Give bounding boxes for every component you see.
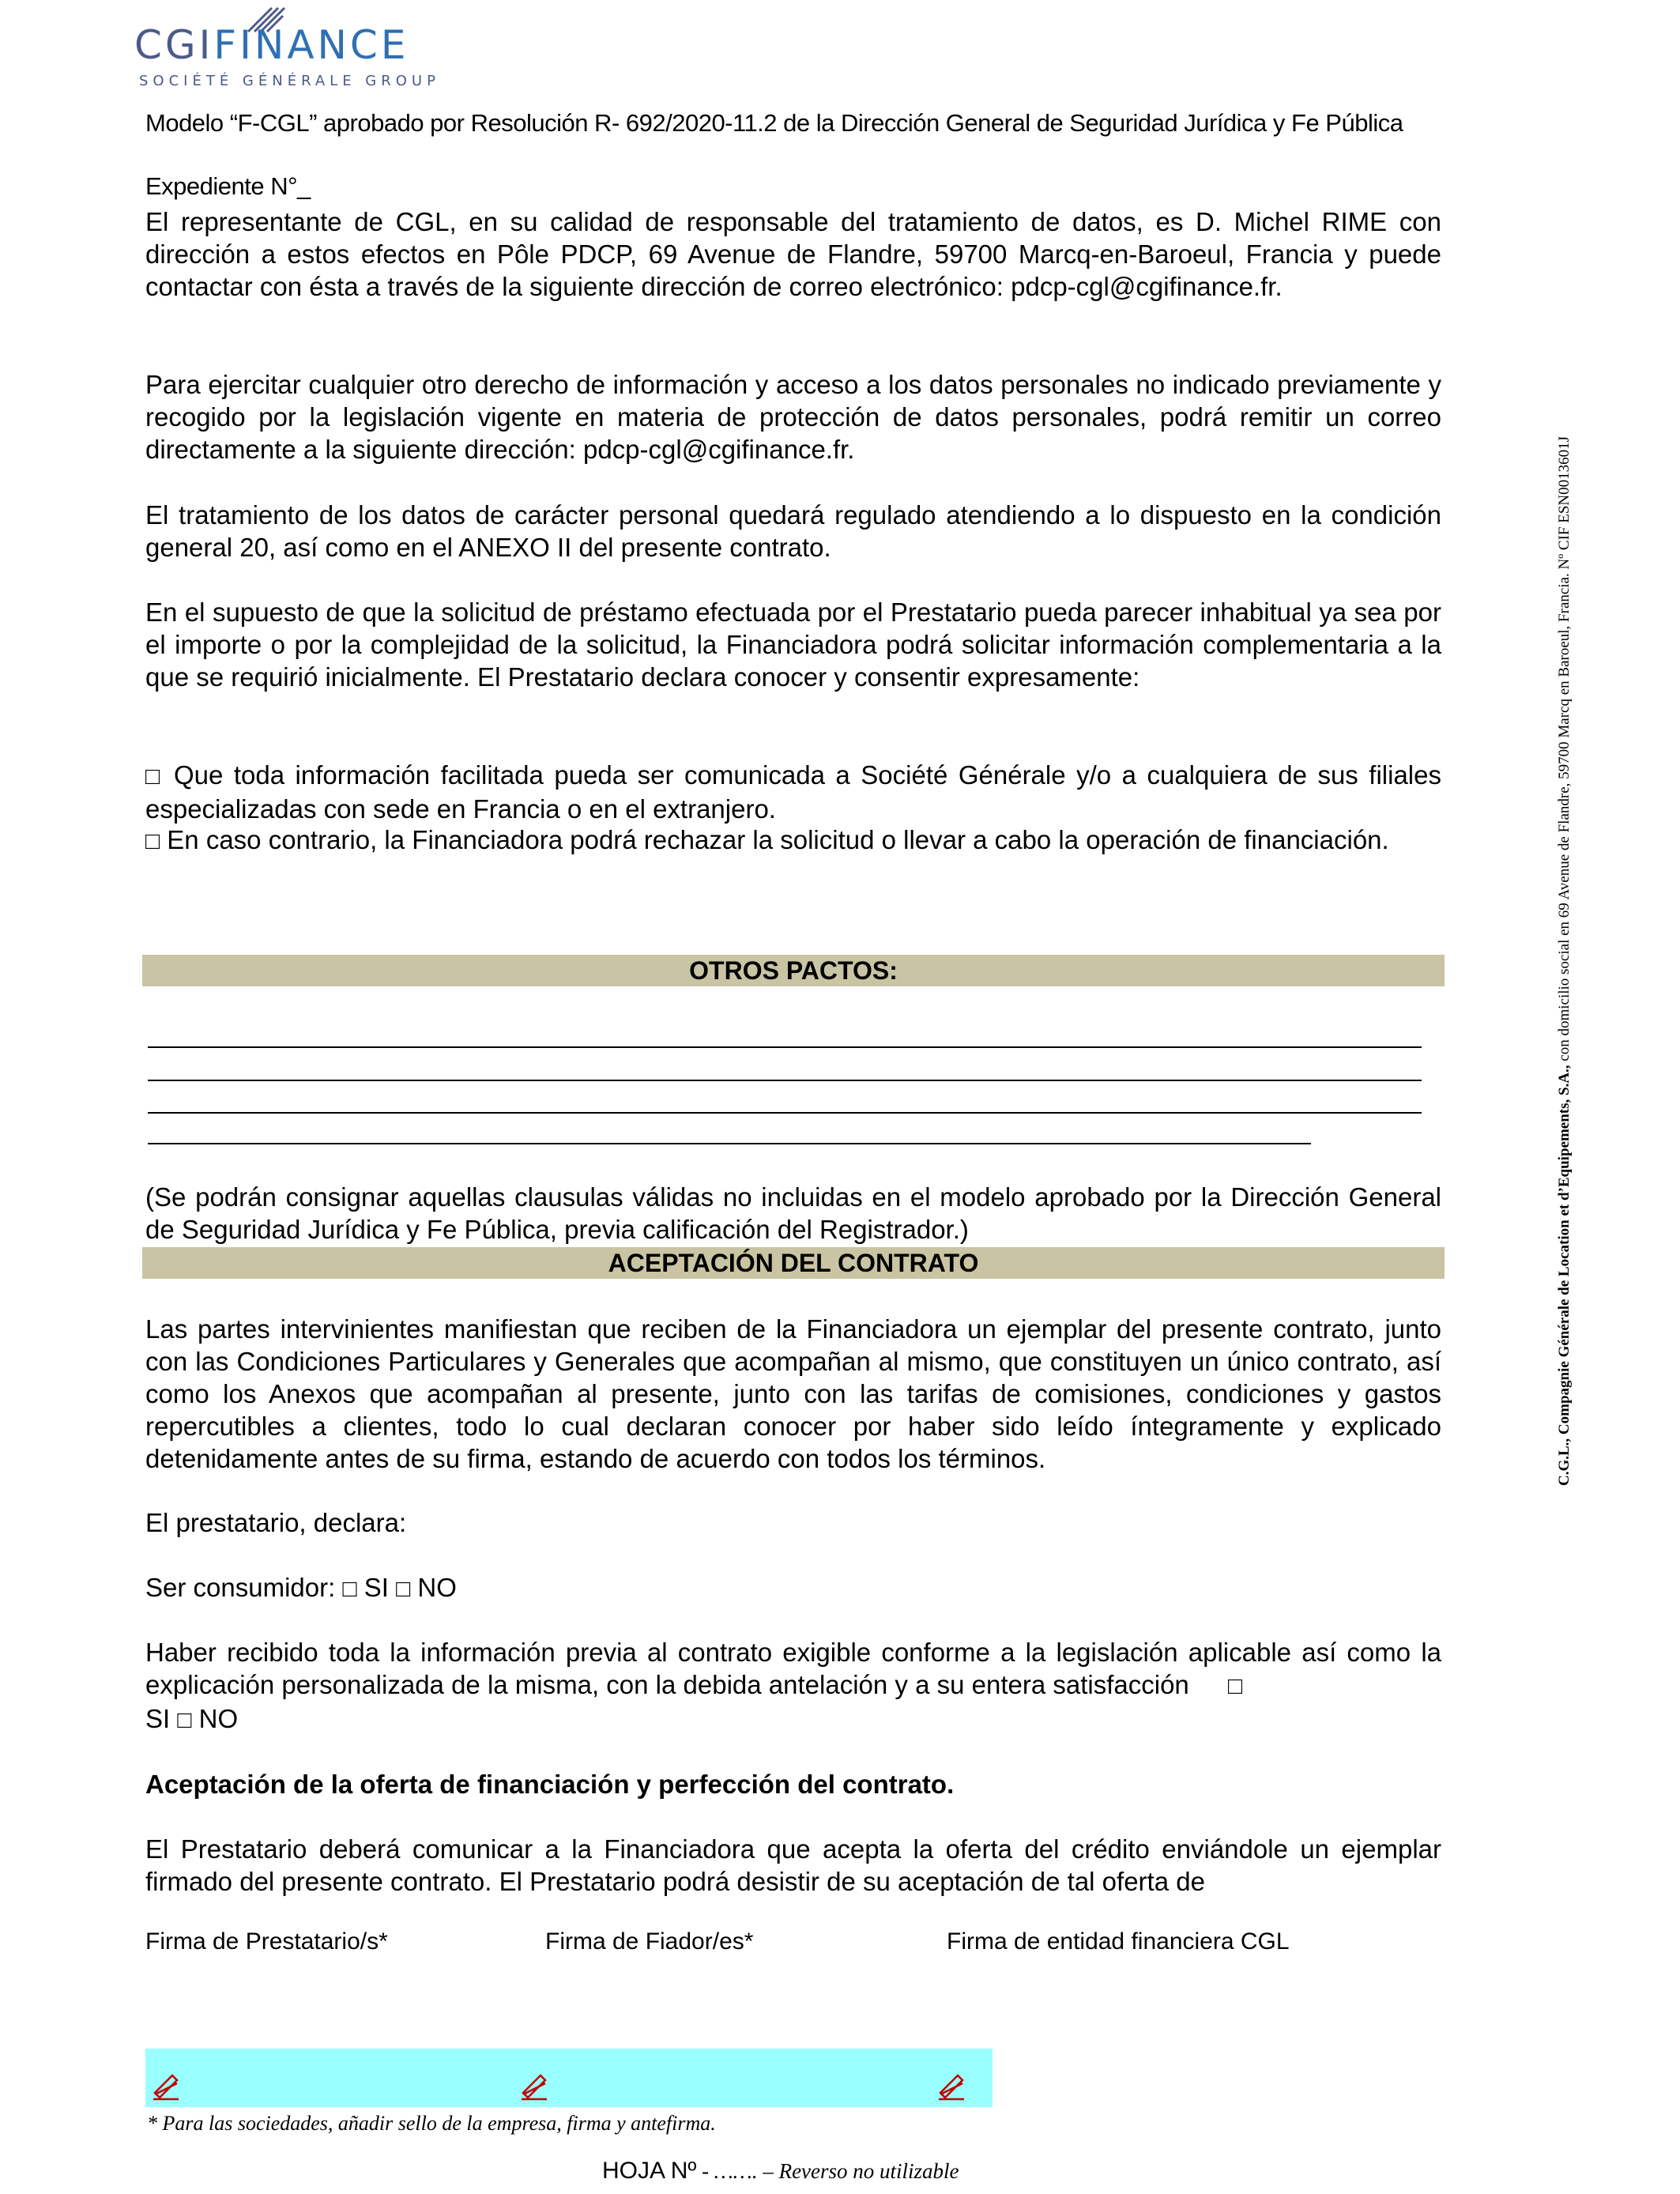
- info-previa-text: Haber recibido toda la información previa al contrato exigible conforme a la legislación aplicable así como la explicación personalizada de la misma, con la debida antelación y a su entera satisfacción: [145, 1638, 1441, 1699]
- consent-option-1: [145, 759, 1441, 825]
- modelo-heading: Modelo “F-CGL” aprobado por Resolución R- 692/2020-11.2 de la Dirección General de Seguridad Jurídica y Fe Pública: [145, 109, 1403, 137]
- hoja-label: HOJA Nº: [602, 2158, 697, 2184]
- consent-option-1-text: Que toda información facilitada pueda ser comunicada a Société Générale y/o a cualquiera de sus filiales especializadas con sede en Francia o en el extranjero.: [145, 760, 1441, 824]
- company-name: C.G.L., Compagnie Générale de Location et d’Equipements, S.A.,: [1556, 1065, 1573, 1486]
- checkbox-icon[interactable]: □: [145, 763, 164, 790]
- responsable-paragraph: El representante de CGL, en su calidad de responsable del tratamiento de datos, es D. Michel RIME con dirección a estos efectos en Pôle PDCP, 69 Avenue de Flandre, 59700 Marcq-en-Baroeul, Francia y puede contactar con ésta a través de la siguiente dirección de correo electrónico: pdcp-cgl@cgifinance.fr.: [145, 207, 1441, 301]
- signature-pen-icon[interactable]: [518, 2071, 550, 2102]
- aceptacion-paragraph: Las partes intervinientes manifiestan que reciben de la Financiadora un ejemplar del presente contrato, junto con las Condiciones Particulares y Generales que acompañan al mismo, que constituyen un único contrato, así como los Anexos que acompañan al presente, junto con las tarifas de comisiones, condiciones y gastos repercutibles a clientes, todo lo cual declaran conocer por haber sido leído íntegramente y explicado detenidamente antes de su firma, estando de acuerdo con todos los términos.: [145, 1314, 1441, 1473]
- checkbox-icon[interactable]: □: [342, 1576, 357, 1602]
- signature-pen-icon[interactable]: [150, 2071, 182, 2102]
- logo: [134, 22, 409, 68]
- fill-line[interactable]: [148, 1112, 1422, 1114]
- firma-fiador-label: Firma de Fiador/es*: [545, 1928, 754, 1955]
- firma-prestatario-label: Firma de Prestatario/s*: [145, 1928, 388, 1955]
- derechos-paragraph: Para ejercitar cualquier otro derecho de información y acceso a los datos personales no indicado previamente y recogido por la legislación vigente en materia de protección de datos personales, podrá remitir un correo directamente a la siguiente dirección: pdcp-cgl@cgifinance.fr.: [145, 370, 1441, 464]
- fill-line[interactable]: [148, 1046, 1422, 1048]
- consent-option-2: [145, 824, 1441, 858]
- aceptacion-subtitle: Aceptación de la oferta de financiación y perfección del contrato.: [145, 1770, 955, 1799]
- signature-area[interactable]: [145, 2049, 993, 2107]
- aceptacion-header: ACEPTACIÓN DEL CONTRATO: [142, 1247, 1445, 1279]
- si-label: SI: [363, 1573, 389, 1602]
- hoja-dots: - ……. –: [696, 2159, 779, 2183]
- consent-option-2-text: En caso contrario, la Financiadora podrá rechazar la solicitud o llevar a cabo la operación de financiación.: [167, 825, 1389, 854]
- solicitud-paragraph: En el supuesto de que la solicitud de préstamo efectuada por el Prestatario pueda parecer inhabitual ya sea por el importe o por la complejidad de la solicitud, la Financiadora podrá solicitar información complementaria a la que se requirió inicialmente. El Prestatario declara conocer y consentir expresamente:: [145, 598, 1441, 692]
- info-previa-paragraph: [145, 1636, 1441, 1736]
- expediente-number: Expediente N°_: [145, 172, 311, 200]
- no-label: NO: [417, 1573, 457, 1602]
- comunicacion-paragraph: El Prestatario deberá comunicar a la Financiadora que acepta la oferta del crédito enviándole un ejemplar firmado del presente contrato. El Prestatario podrá desistir de su aceptación de tal oferta de: [145, 1834, 1441, 1896]
- otros-pactos-header: OTROS PACTOS:: [142, 955, 1445, 986]
- consumidor-label: Ser consumidor:: [145, 1573, 336, 1602]
- logo-subtitle: SOCIÉTÉ GÉNÉRALE GROUP: [139, 73, 440, 89]
- firma-entidad-label: Firma de entidad financiera CGL: [947, 1928, 1290, 1955]
- signature-footnote: * Para las sociedades, añadir sello de la empresa, firma y antefirma.: [147, 2112, 716, 2135]
- tratamiento-paragraph: El tratamiento de los datos de carácter personal quedará regulado atendiendo a lo dispuesto en la condición general 20, así como en el ANEXO II del presente contrato.: [145, 500, 1441, 562]
- reverso-label: Reverso no utilizable: [778, 2159, 959, 2183]
- page-footer: [602, 2158, 959, 2185]
- checkbox-icon[interactable]: □: [1227, 1673, 1243, 1699]
- si-label: SI: [145, 1704, 171, 1733]
- no-label: NO: [198, 1704, 239, 1733]
- company-sidebar: [1556, 253, 1573, 1486]
- company-address: con domicilio social en 69 Avenue de Flandre, 59700 Marcq en Baroeul, Francia. Nº CIF ESN0013601J: [1556, 436, 1573, 1065]
- signature-pen-icon[interactable]: [936, 2071, 967, 2102]
- fill-line[interactable]: [148, 1143, 1311, 1144]
- otros-pactos-note: (Se podrán consignar aquellas clausulas válidas no incluidas en el modelo aprobado por la Dirección General de Seguridad Jurídica y Fe Pública, previa calificación del Registrador.): [145, 1182, 1441, 1244]
- checkbox-icon[interactable]: □: [396, 1576, 411, 1602]
- logo-main: CGI: [134, 22, 214, 68]
- consumidor-question: [145, 1571, 1441, 1605]
- fill-line[interactable]: [148, 1080, 1422, 1081]
- checkbox-icon[interactable]: □: [145, 828, 160, 854]
- logo-accent: FINANCE: [213, 22, 409, 68]
- checkbox-icon[interactable]: □: [177, 1707, 192, 1733]
- prestatario-declara: El prestatario, declara:: [145, 1508, 407, 1537]
